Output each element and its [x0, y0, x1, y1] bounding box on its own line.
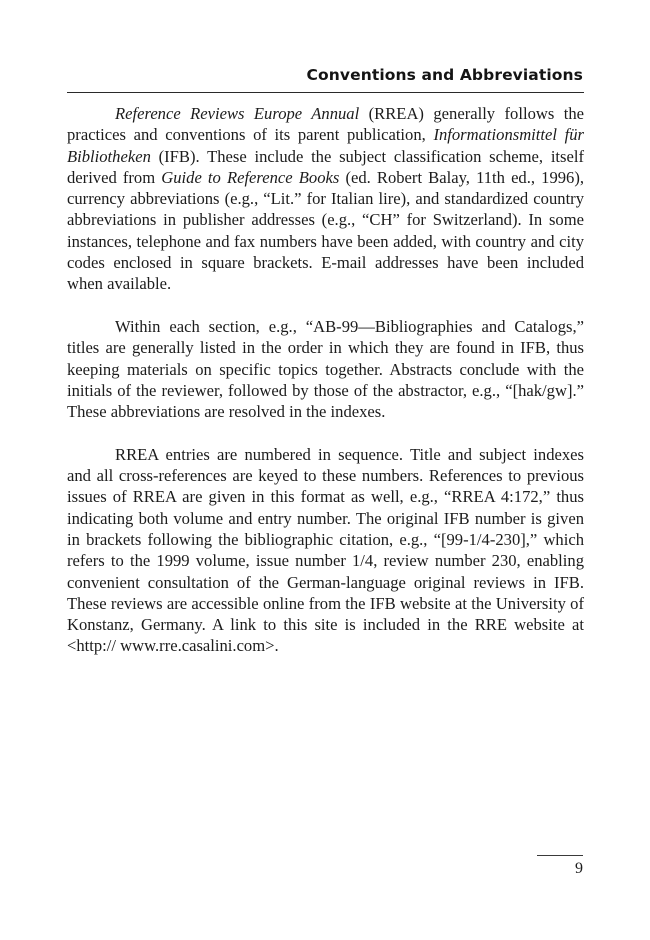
text-run: (RREA) generally follows the practices and conventions of its parent publication, — [67, 104, 585, 145]
text-run: RREA entries are numbered in sequence. Title and subject indexes and all cross-references are keyed to these numbers. References to previous issues of RREA are given in this format as well, e.g., “RREA 4:172,” thus indicating both volume and entry number. The original IFB number is given in brackets following the bibliographic citation, e.g., “[99-1/4-230],” which refers to the 1999 volume, issue number 1/4, review number 230, enabling convenient consultation of the German-language original reviews in IFB. These reviews are accessible online from the IFB website at the University of Konstanz, Germany. A link to this site is included in the RRE website at <http:// www.rre.casalini.com>. — [67, 444, 584, 656]
italic-title: Reference Reviews Europe Annual — [115, 104, 360, 123]
text-run: Within each section, e.g., “AB-99—Bibliographies and Catalogs,” titles are generally listed in the order in which they are found in IFB, thus keeping materials on specific topics together. Abstracts conclude with the initials of the reviewer, followed by those of the abstractor, e.g., “[hak/gw].” These abbreviations are resolved in the indexes. — [67, 316, 584, 422]
footer-rule — [537, 855, 583, 856]
italic-title: Guide to Reference Books — [161, 167, 340, 187]
body-text — [67, 103, 584, 678]
paragraph-1 — [67, 103, 584, 295]
italic-title: Informationsmittel für Bibliotheken — [67, 125, 584, 166]
paragraph-2 — [67, 316, 584, 422]
running-header-title: Conventions and Abbreviations — [306, 66, 583, 84]
paragraph-3 — [67, 444, 584, 657]
page-number: 9 — [575, 860, 583, 877]
text-run: (ed. Robert Balay, 11th ed., 1996), currency abbreviations (e.g., “Lit.” for Italian lire), and standardized country abbreviations in publisher addresses (e.g., “CH” for Switzerland). In some instances, telephone and fax numbers have been added, with country and city codes enclosed in square brackets. E-mail addresses have been included when available. — [67, 167, 585, 294]
running-header — [67, 63, 584, 93]
text-run: (IFB). These include the subject classification scheme, itself derived from — [67, 146, 584, 187]
